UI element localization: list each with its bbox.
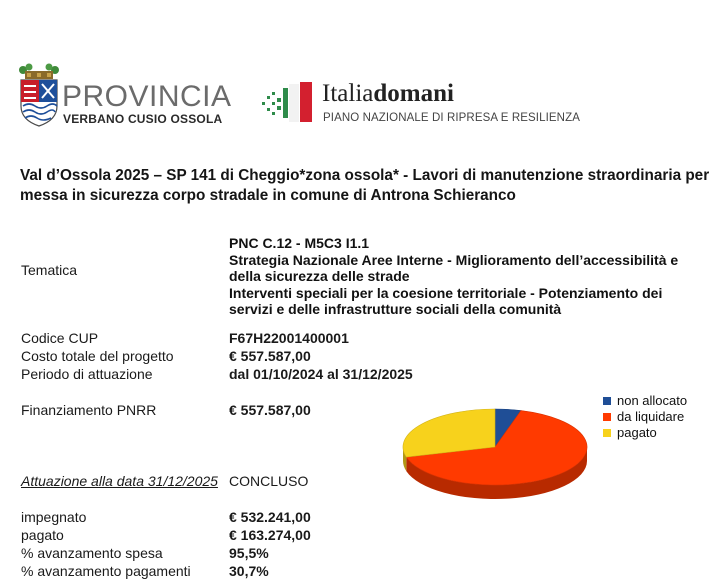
tematica-label: Tematica xyxy=(21,262,78,278)
legend-swatch-non-allocato xyxy=(603,397,611,405)
attuazione-label: Attuazione alla data 31/12/2025 xyxy=(21,473,218,489)
costo-label: Costo totale del progetto xyxy=(21,348,174,364)
tematica-line: Strategia Nazionale Aree Interne - Miglioramento dell’accessibilità e della sicurezza delle strade xyxy=(229,251,679,285)
periodo-value: dal 01/10/2024 al 31/12/2025 xyxy=(229,366,413,382)
legend-swatch-da-liquidare xyxy=(603,413,611,421)
legend-swatch-pagato xyxy=(603,429,611,437)
pagato-label: pagato xyxy=(21,527,64,543)
cup-value: F67H22001400001 xyxy=(229,330,349,346)
italiadomani-subtitle: PIANO NAZIONALE DI RIPRESA E RESILIENZA xyxy=(323,112,580,124)
costo-value: € 557.587,00 xyxy=(229,348,311,364)
impegnato-label: impegnato xyxy=(21,509,87,525)
avanzamento-spesa-label: % avanzamento spesa xyxy=(21,545,163,561)
tematica-line: PNC C.12 - M5C3 I1.1 xyxy=(229,235,370,251)
avanzamento-spesa-value: 95,5% xyxy=(229,545,269,561)
tematica-value xyxy=(229,235,699,318)
legend-item xyxy=(603,409,687,425)
avanzamento-pagamenti-value: 30,7% xyxy=(229,563,269,579)
impegnato-value: € 532.241,00 xyxy=(229,509,311,525)
periodo-label: Periodo di attuazione xyxy=(21,366,153,382)
legend-item xyxy=(603,393,687,409)
provincia-crest-logo xyxy=(15,62,63,128)
attuazione-status: CONCLUSO xyxy=(229,473,309,489)
avanzamento-pagamenti-label: % avanzamento pagamenti xyxy=(21,563,191,579)
project-title: Val d’Ossola 2025 – SP 141 di Cheggio*zona ossola* - Lavori di manutenzione straordinaria per messa in sicurezza corpo stradale in comune di Antrona Schieranco xyxy=(20,167,710,204)
legend-label: pagato xyxy=(617,425,657,440)
provincia-subtitle: VERBANO CUSIO OSSOLA xyxy=(63,112,223,126)
finanziamento-value: € 557.587,00 xyxy=(229,402,311,418)
provincia-name: PROVINCIA xyxy=(62,80,232,113)
pagato-value: € 163.274,00 xyxy=(229,527,311,543)
crown-icon xyxy=(19,64,59,80)
cup-label: Codice CUP xyxy=(21,330,99,346)
tematica-line: Interventi speciali per la coesione territoriale - Potenziamento dei servizi e delle infrastrutture sociali della comunità xyxy=(229,284,663,318)
legend-label: non allocato xyxy=(617,393,688,408)
chart-legend xyxy=(603,393,687,441)
finanziamento-label: Finanziamento PNRR xyxy=(21,402,157,418)
italiadomani-wordmark: Italiadomani xyxy=(322,80,454,107)
legend-item xyxy=(603,425,687,441)
legend-label: da liquidare xyxy=(617,409,685,424)
italiadomani-flag-icon xyxy=(262,78,314,126)
